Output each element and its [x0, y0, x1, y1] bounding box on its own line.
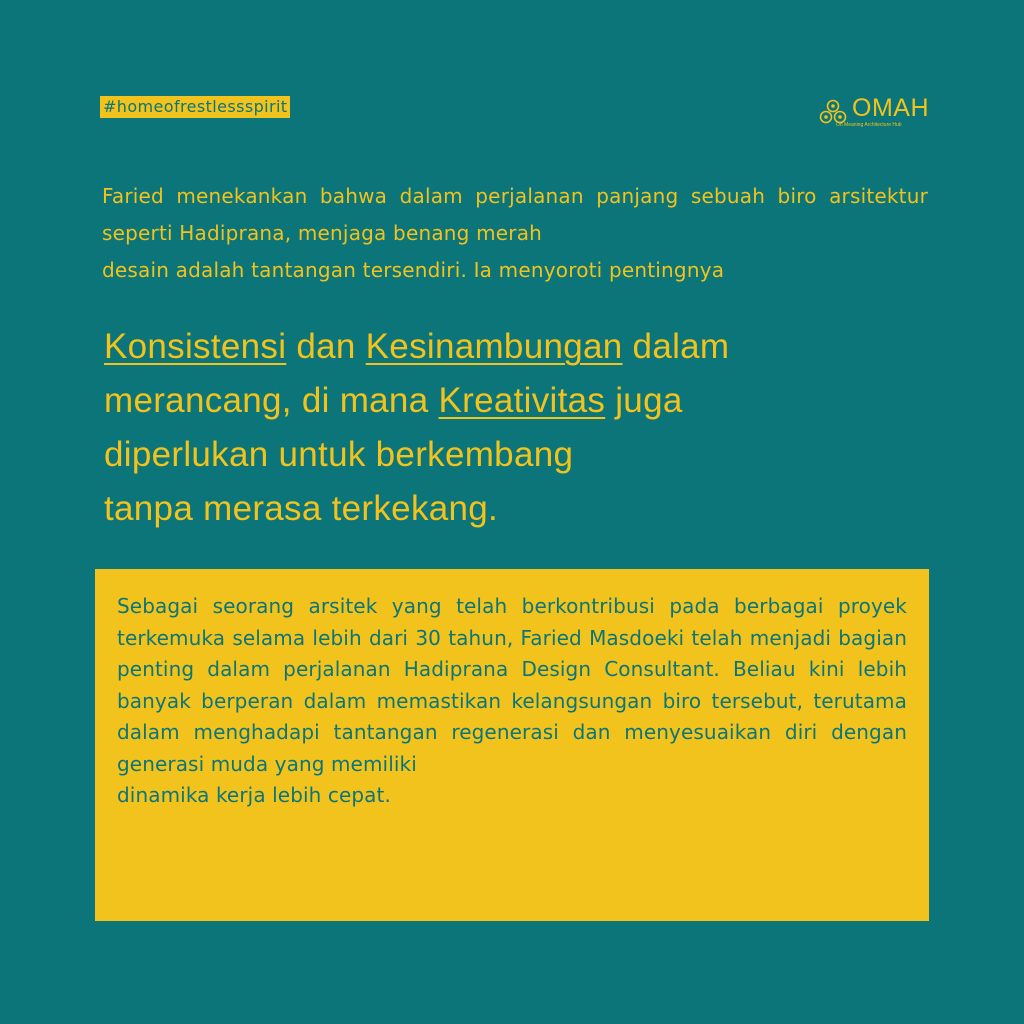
quote-line-3: diperlukan untuk berkembang — [104, 435, 574, 474]
highlight-quote — [104, 320, 924, 536]
keyword-kesinambungan: Kesinambungan — [365, 327, 623, 366]
logo-tagline: On Meaning Architecture Hub — [836, 122, 902, 128]
intro-line: biro arsitektur seperti Hadiprana, menjaga benang merah — [102, 184, 928, 245]
quote-line-2 — [104, 374, 924, 428]
info-box — [95, 569, 929, 921]
info-box-text — [117, 591, 907, 812]
keyword-konsistensi: Konsistensi — [104, 327, 287, 366]
intro-line: desain adalah tantangan tersendiri. Ia menyoroti pentingnya — [102, 258, 725, 282]
quote-text: dan — [286, 327, 366, 366]
intro-paragraph — [102, 178, 928, 289]
info-box-body: Sebagai seorang arsitek yang telah berkontribusi pada berbagai proyek terkemuka selama lebih dari 30 tahun, Faried Masdoeki telah menjadi bagian penting dalam perjalanan Hadiprana Design Consultant. Beliau kini lebih banyak berperan dalam memastikan kelangsungan biro tersebut, terutama dalam menghadapi tantangan regenerasi dan menyesuaikan diri dengan generasi muda yang memiliki — [117, 594, 907, 776]
info-box-last-line: dinamika kerja lebih cepat. — [117, 783, 391, 807]
quote-text: merancang, di mana — [104, 381, 439, 420]
intro-line: Faried menekankan bahwa dalam perjalanan panjang sebuah — [102, 184, 766, 208]
quote-text: dalam — [622, 327, 730, 366]
logo-name: OMAH — [852, 94, 929, 122]
hashtag-label: #homeofrestlessspirit — [100, 96, 290, 118]
omah-logo — [818, 96, 929, 128]
quote-line-1 — [104, 320, 924, 374]
keyword-kreativitas: Kreativitas — [438, 381, 606, 420]
quote-text: juga — [605, 381, 683, 420]
quote-line-4: tanpa merasa terkekang. — [104, 489, 499, 528]
